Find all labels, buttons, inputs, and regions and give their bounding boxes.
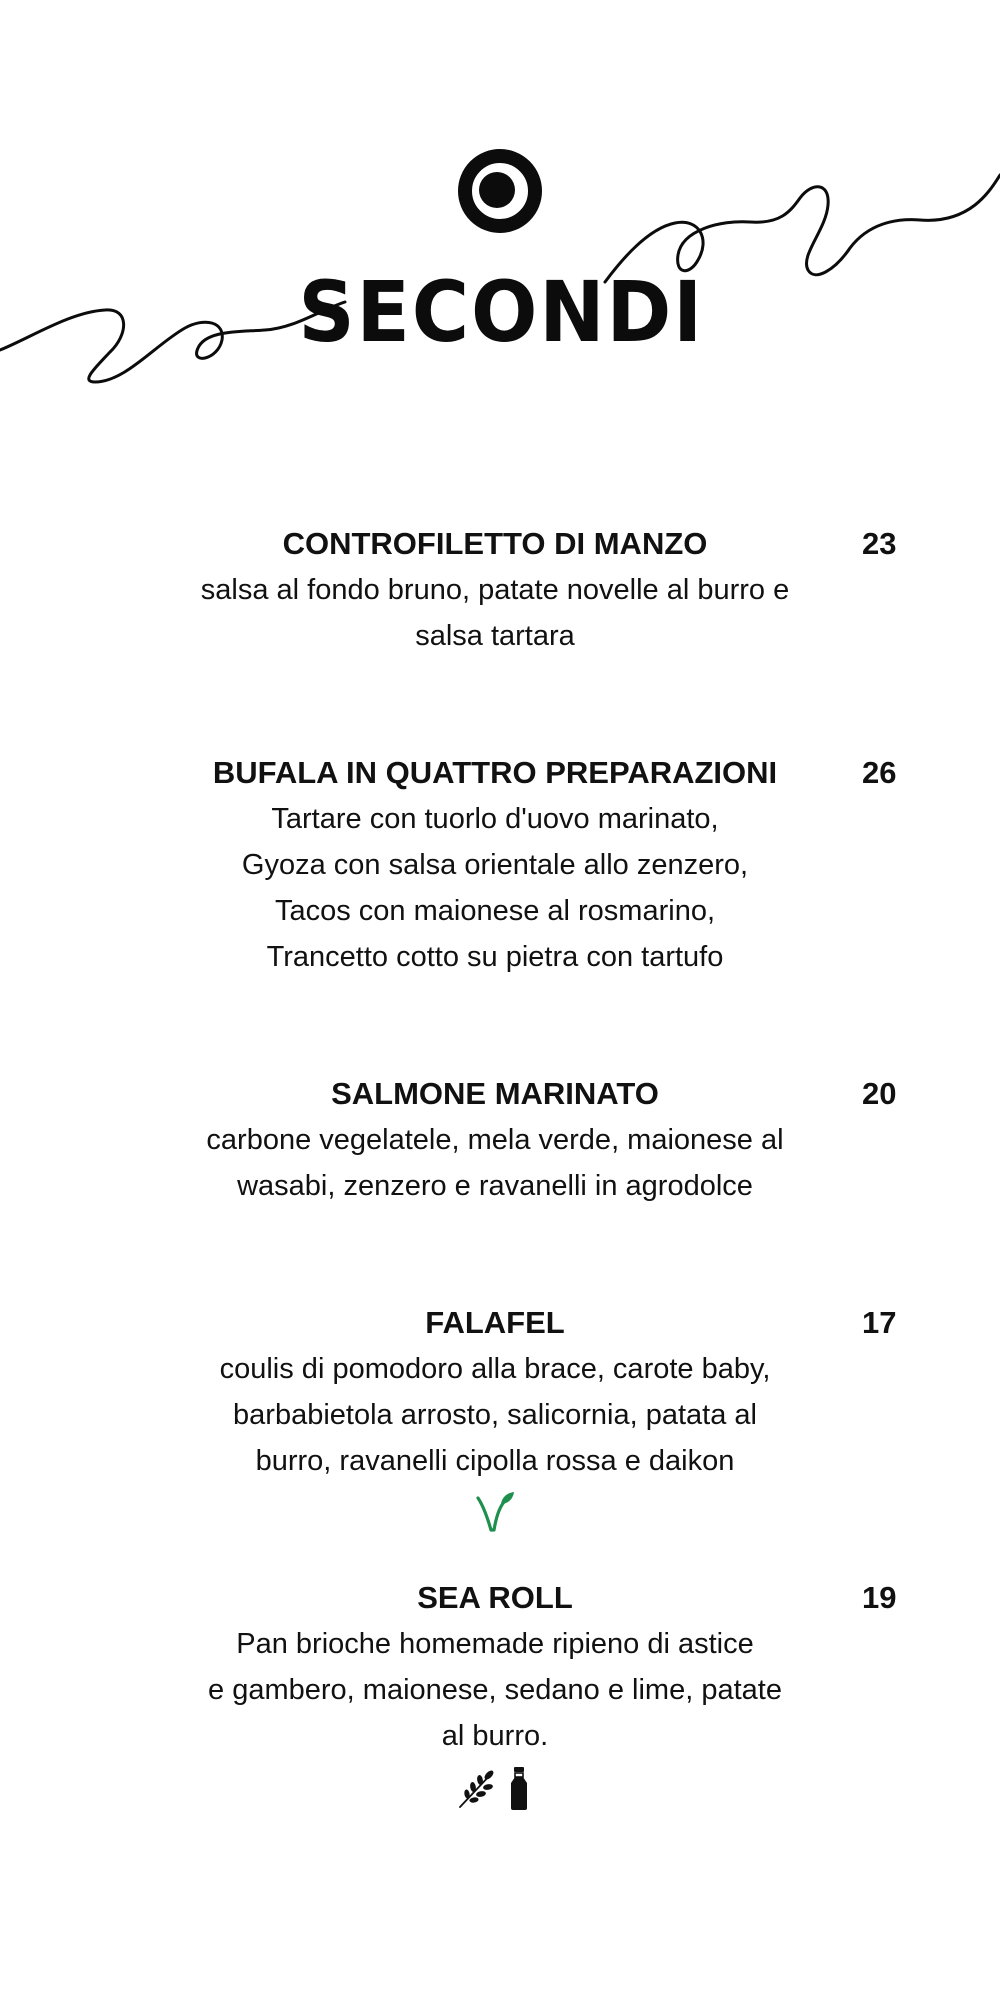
menu-item	[150, 1300, 990, 1540]
dish-name: SALMONE MARINATO	[331, 1076, 659, 1111]
dish-description-line: Tacos con maionese al rosmarino,	[274, 895, 716, 927]
dish-description-line: carbone vegelatele, mela verde, maionese al	[206, 1124, 784, 1156]
menu-item	[150, 521, 990, 659]
dish-price: 20	[862, 1076, 897, 1111]
vegan-icon	[474, 1490, 516, 1534]
dish-name: BUFALA IN QUATTRO PREPARAZIONI	[212, 755, 778, 790]
dish-description	[150, 796, 840, 980]
dish-description-line: coulis di pomodoro alla brace, carote baby,	[219, 1353, 771, 1385]
dish-price: 23	[862, 526, 897, 561]
dish-description	[150, 567, 840, 659]
dish-description-line: burro, ravanelli cipolla rossa e daikon	[255, 1445, 735, 1477]
dish-description-line: Tartare con tuorlo d'uovo marinato,	[271, 803, 719, 835]
dish-icons	[150, 1765, 840, 1815]
dish-description-line: wasabi, zenzero e ravanelli in agrodolce	[237, 1170, 753, 1202]
menu-item	[150, 1071, 990, 1209]
logo-icon	[455, 146, 545, 236]
dish-price: 17	[862, 1305, 897, 1340]
dish-description-line: Pan brioche homemade ripieno di astice	[236, 1628, 754, 1660]
dish-description-line: salsa al fondo bruno, patate novelle al burro e	[200, 574, 790, 606]
dish-icons	[150, 1490, 840, 1540]
milk-icon	[504, 1765, 534, 1811]
dish-description-line: Trancetto cotto su pietra con tartufo	[266, 941, 724, 973]
menu-item	[150, 750, 990, 980]
dish-description	[150, 1117, 840, 1209]
gluten-icon	[456, 1765, 500, 1811]
dish-price: 19	[862, 1580, 897, 1615]
dish-name: FALAFEL	[425, 1305, 565, 1340]
dish-description-line: Gyoza con salsa orientale allo zenzero,	[241, 849, 749, 881]
dish-name: CONTROFILETTO DI MANZO	[282, 526, 708, 561]
dish-name: SEA ROLL	[417, 1580, 573, 1615]
dish-description	[150, 1346, 840, 1484]
page-title: SECONDI	[298, 263, 705, 361]
dish-description-line: e gambero, maionese, sedano e lime, patate	[208, 1674, 782, 1706]
dish-description-line: barbabietola arrosto, salicornia, patata al	[233, 1399, 757, 1431]
menu-item	[150, 1575, 990, 1815]
dish-price: 26	[862, 755, 897, 790]
dish-description-line: salsa tartara	[415, 620, 575, 652]
dish-description-line: al burro.	[441, 1720, 549, 1752]
dish-description	[150, 1621, 840, 1759]
